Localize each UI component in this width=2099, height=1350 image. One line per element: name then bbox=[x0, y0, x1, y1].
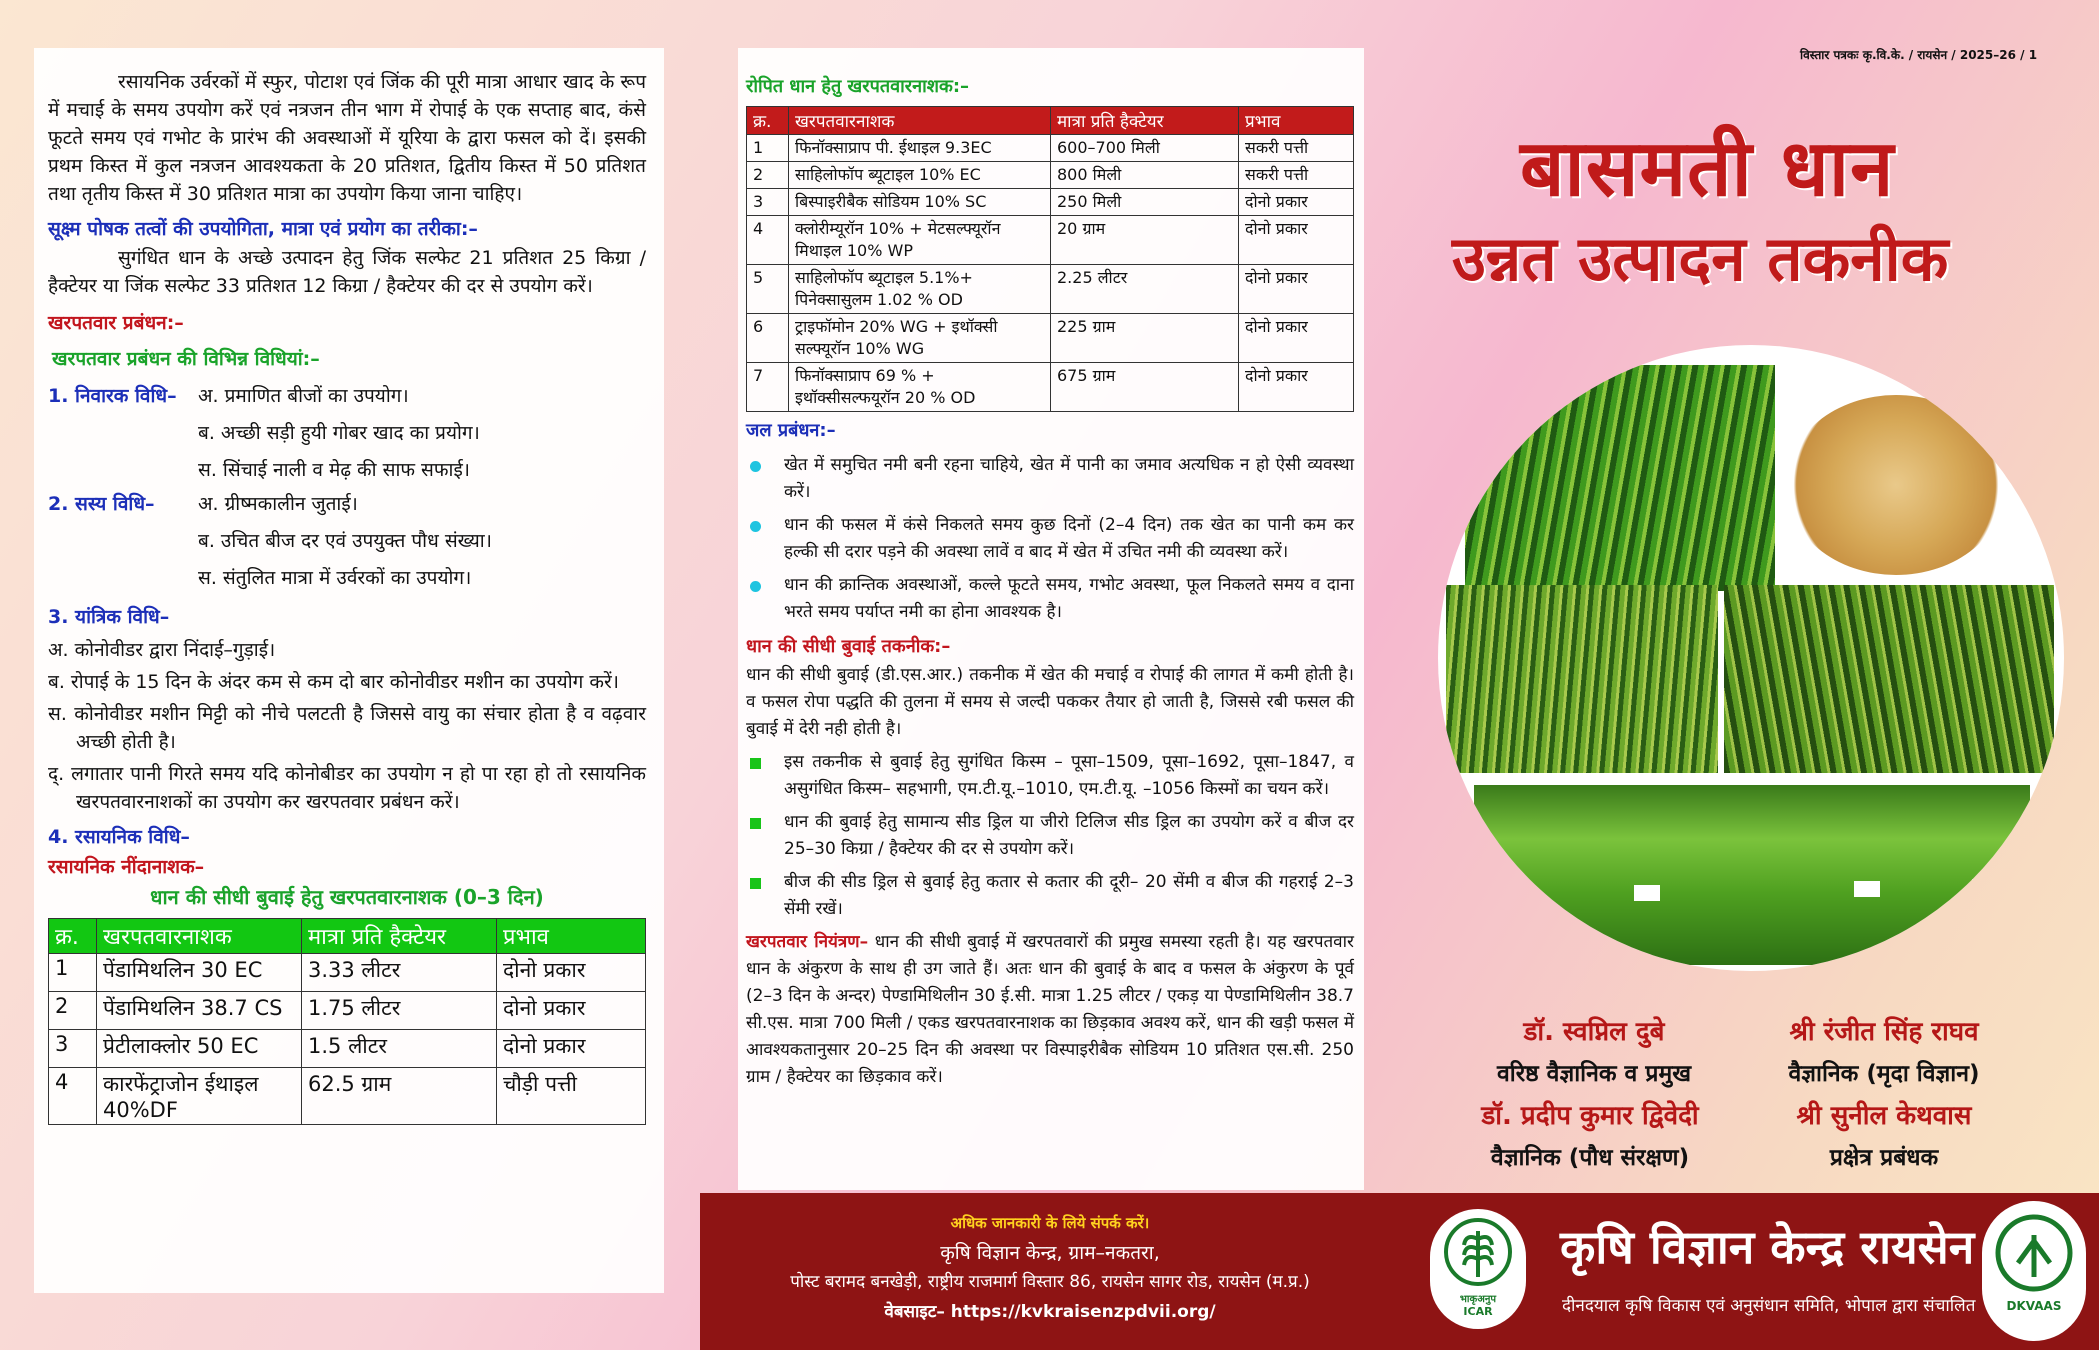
method-3-item: द्. लगातार पानी गिरते समय यदि कोनोबीडर का उपयोग न हो पा रहा हो तो रसायनिक खरपतवारनाशकों का उपयोग कर खरपतवार प्रबंधन करें। bbox=[48, 763, 646, 813]
col-dose: मात्रा प्रति हैक्टेयर bbox=[302, 919, 497, 954]
table-row bbox=[49, 954, 646, 992]
micro-nutrient-text: सुगंधित धान के अच्छे उत्पादन हेतु जिंक सल्फेट 21 प्रतिशत 25 किग्रा / हैक्टेयर या जिंक सल्फेट 33 प्रतिशत 12 किग्रा / हैक्टेयर की दर से उपयोग करें। bbox=[48, 247, 646, 297]
left-panel bbox=[34, 48, 664, 1293]
address-line-1: कृषि विज्ञान केन्द्र, ग्राम–नकतरा, bbox=[940, 1242, 1160, 1264]
cell: बिस्पाइरीबैक सोडियम 10% SC bbox=[789, 189, 1051, 216]
wheat-icon bbox=[1443, 1217, 1513, 1287]
bullet-icon bbox=[750, 461, 761, 472]
cell: 6 bbox=[747, 314, 789, 363]
method-2-item: ब. उचित बीज दर एवं उपयुक्त पौध संख्या। bbox=[198, 530, 492, 552]
dsr-herbicide-table bbox=[48, 918, 646, 1125]
dsr-herbicide-heading: धान की सीधी बुवाई हेतु खरपतवारनाशक (0–3 दिन) bbox=[150, 885, 544, 909]
micro-nutrient-heading: सूक्ष्म पोषक तत्वों की उपयोगिता, मात्रा एवं प्रयोग का तरीका:– bbox=[48, 218, 478, 240]
col-serial: क्र. bbox=[747, 107, 789, 135]
method-2-item: स. संतुलित मात्रा में उर्वरकों का उपयोग। bbox=[198, 567, 472, 589]
cell: दोनो प्रकार bbox=[1239, 265, 1354, 314]
cell: सकरी पत्ती bbox=[1239, 135, 1354, 162]
field-marker-board bbox=[1634, 885, 1660, 901]
method-1 bbox=[48, 382, 646, 484]
weed-control-label: खरपतवार नियंत्रण– bbox=[746, 932, 869, 952]
cell: 800 मिली bbox=[1051, 162, 1239, 189]
cell: प्रेटीलाक्लोर 50 EC bbox=[97, 1030, 302, 1068]
method-1-item: ब. अच्छी सड़ी हुयी गोबर खाद का प्रयोग। bbox=[198, 422, 480, 444]
table-row bbox=[747, 314, 1354, 363]
table-row bbox=[49, 1030, 646, 1068]
cell: 2 bbox=[747, 162, 789, 189]
table-row bbox=[747, 162, 1354, 189]
col-effect: प्रभाव bbox=[497, 919, 646, 954]
method-2 bbox=[48, 490, 646, 592]
sprout-icon bbox=[1992, 1211, 2076, 1295]
method-1-label: 1. निवारक विधि– bbox=[48, 385, 177, 407]
transplanted-herbicide-heading: रोपित धान हेतु खरपतवारनाशक:– bbox=[746, 76, 970, 97]
cell: क्लोरीम्यूरॉन 10% + मेटसल्फ्यूरॉन मिथाइल 10% WP bbox=[789, 216, 1051, 265]
list-item-text: बीज की सीड ड्रिल से बुवाई हेतु कतार से कतार की दूरी– 20 सेंमी व बीज की गहराई 2–3 सेंमी रखें। bbox=[784, 872, 1354, 919]
table-row bbox=[747, 265, 1354, 314]
cell: 4 bbox=[49, 1068, 97, 1125]
basmati-grain-photo bbox=[1786, 395, 2006, 575]
method-4-label: 4. रसायनिक विधि– bbox=[48, 826, 190, 848]
weed-control-text: धान की सीधी बुवाई में खरपतवारों की प्रमुख समस्या रहती है। यह खरपतवार धान के अंकुरण के साथ ही उग जाते हैं। अतः धान की बुवाई के बाद व फसल के अंकुरण के पूर्व (2–3 दिन के अन्दर) पेण्डामिथिलीन 30 ई.सी. मात्रा 1.25 लीटर / एकड़ या पेण्डामिथिलीन 38.7 सी.एस. मात्रा 700 मिली / एकड खरपतवारनाशक का छिड़काव अवश्य करें, धान की खड़ी फसल में आवश्यकतानुसार 20–25 दिन की अवस्था पर विस्पाइरीबैक सोडियम 10 प्रतिशत एस.सी. 250 ग्राम / हैक्टेयर का छिड़काव करें। bbox=[746, 932, 1354, 1087]
cell: 1 bbox=[49, 954, 97, 992]
method-3-label: 3. यांत्रिक विधि– bbox=[48, 606, 170, 628]
title-line-2: उन्नत उत्पादन तकनीक bbox=[1452, 222, 1949, 295]
dkvaas-logo bbox=[1982, 1201, 2086, 1341]
col-dose: मात्रा प्रति हैक्टेयर bbox=[1051, 107, 1239, 135]
bullet-icon bbox=[750, 878, 761, 889]
table-row bbox=[747, 189, 1354, 216]
cell: 3 bbox=[747, 189, 789, 216]
reference-number: विस्तार पत्रकः कृ.वि.के. / रायसेन / 2025–26 / 1 bbox=[1800, 48, 2038, 62]
table-row bbox=[49, 1068, 646, 1125]
cell: पेंडामिथलिन 30 EC bbox=[97, 954, 302, 992]
paddy-field-rows-photo bbox=[1474, 785, 2030, 965]
col-serial: क्र. bbox=[49, 919, 97, 954]
list-item-text: धान की बुवाई हेतु सामान्य सीड ड्रिल या जीरो टिलिज सीड ड्रिल का उपयोग करें व बीज दर 25–30 किग्रा / हैक्टेयर की दर से उपयोग करें। bbox=[784, 812, 1354, 859]
list-item bbox=[746, 512, 1354, 566]
cell: पेंडामिथलिन 38.7 CS bbox=[97, 992, 302, 1030]
dsr-text: धान की सीधी बुवाई (डी.एस.आर.) तकनीक में खेत की मचाई व रोपाई की लागत में कमी होती है। व फसल रोपा पद्धति की तुलना में समय से जल्दी पककर तैयार हो जाती है, जिससे रबी फसल की बुवाई में देरी नही होती है। bbox=[746, 665, 1354, 739]
dsr-technique-heading: धान की सीधी बुवाई तकनीक:– bbox=[746, 636, 951, 657]
field-marker-board bbox=[1972, 879, 1998, 895]
cell: चौड़ी पत्ती bbox=[497, 1068, 646, 1125]
cell: 2.25 लीटर bbox=[1051, 265, 1239, 314]
title-line-1: बासमती धान bbox=[1520, 124, 1895, 214]
cell: दोनो प्रकार bbox=[1239, 216, 1354, 265]
cell: 675 ग्राम bbox=[1051, 363, 1239, 412]
author-role: प्रक्षेत्र प्रबंधक bbox=[1829, 1145, 1939, 1171]
cell: 62.5 ग्राम bbox=[302, 1068, 497, 1125]
list-item bbox=[746, 452, 1354, 506]
method-3-item: ब. रोपाई के 15 दिन के अंदर कम से कम दो बार कोनोवीडर मशीन का उपयोग करें। bbox=[48, 671, 619, 693]
list-item bbox=[746, 809, 1354, 863]
cell: 5 bbox=[747, 265, 789, 314]
cell: दोनो प्रकार bbox=[497, 992, 646, 1030]
cell: 2 bbox=[49, 992, 97, 1030]
cell: फिनॉक्साप्राप 69 % + इथॉक्सीसल्फयूरॉन 20 % OD bbox=[789, 363, 1051, 412]
table-row bbox=[49, 992, 646, 1030]
cell: सकरी पत्ती bbox=[1239, 162, 1354, 189]
cell: 1.5 लीटर bbox=[302, 1030, 497, 1068]
table-header bbox=[747, 107, 1354, 135]
method-1-item: अ. प्रमाणित बीजों का उपयोग। bbox=[198, 385, 409, 407]
list-item bbox=[746, 749, 1354, 803]
table-row bbox=[747, 216, 1354, 265]
method-3-item: अ. कोनोवीडर द्वारा निंदाई–गुड़ाई। bbox=[48, 639, 276, 661]
field-marker-board bbox=[1854, 881, 1880, 897]
fertilizer-paragraph: रसायनिक उर्वरकों में स्फुर, पोटाश एवं जिंक की पूरी मात्रा आधार खाद के रूप में मचाई के समय उपयोग करें एवं नत्रजन तीन भाग में रोपाई के एक सप्ताह बाद, कंसे फूटते समय एवं गभोट के प्रारंभ की अवस्थाओं में यूरिया के द्वारा फसल को दें। इसकी प्रथम किस्त में कुल नत्रजन आवश्यकता के 20 प्रतिशत, द्वितीय किस्त में 50 प्रतिशत तथा तृतीय किस्त में 30 प्रतिशत मात्रा का उपयोग किया जाना चाहिए। bbox=[48, 71, 646, 205]
col-herbicide: खरपतवारनाशक bbox=[97, 919, 302, 954]
col-effect: प्रभाव bbox=[1239, 107, 1354, 135]
author-name: श्री रंजीत सिंह राघव bbox=[1789, 1017, 1979, 1047]
author-3 bbox=[1440, 1096, 1740, 1172]
cell: 250 मिली bbox=[1051, 189, 1239, 216]
author-name: डॉ. प्रदीप कुमार द्विवेदी bbox=[1481, 1101, 1699, 1131]
contact-label: अधिक जानकारी के लिये संपर्क करें। bbox=[950, 1214, 1150, 1232]
icar-label: ICAR bbox=[1463, 1305, 1493, 1318]
cell: दोनो प्रकार bbox=[1239, 314, 1354, 363]
cell: 20 ग्राम bbox=[1051, 216, 1239, 265]
cell: 1.75 लीटर bbox=[302, 992, 497, 1030]
paddy-field-photo-2 bbox=[1724, 585, 2054, 773]
cell: 3.33 लीटर bbox=[302, 954, 497, 992]
organization-name: कृषि विज्ञान केन्द्र रायसेन bbox=[1560, 1220, 1975, 1274]
author-4 bbox=[1744, 1096, 2024, 1172]
table-row bbox=[747, 363, 1354, 412]
footer-bar bbox=[700, 1193, 2099, 1350]
water-management-heading: जल प्रबंधन:– bbox=[746, 420, 836, 441]
cell: 3 bbox=[49, 1030, 97, 1068]
paddy-panicle-photo bbox=[1465, 365, 1775, 591]
col-herbicide: खरपतवारनाशक bbox=[789, 107, 1051, 135]
author-name: श्री सुनील केथवास bbox=[1796, 1101, 1972, 1131]
bullet-icon bbox=[750, 818, 761, 829]
method-1-item: स. सिंचाई नाली व मेढ़ की साफ सफाई। bbox=[198, 459, 471, 481]
cell: साहिलोफॉप ब्यूटाइल 10% EC bbox=[789, 162, 1051, 189]
cell: दोनो प्रकार bbox=[497, 954, 646, 992]
dkvaas-label: DKVAAS bbox=[2006, 1299, 2062, 1313]
cell: दोनो प्रकार bbox=[497, 1030, 646, 1068]
list-item-text: इस तकनीक से बुवाई हेतु सुगंधित किस्म – पूसा–1509, पूसा–1692, पूसा–1847, व असुगंधित किस्म– सहभागी, एम.टी.यू.–1010, एम.टी.यू. –1056 किस्मों का चयन करें। bbox=[784, 752, 1354, 799]
paddy-field-photo-1 bbox=[1446, 585, 1718, 773]
cell: ट्राइफॉमोन 20% WG + इथॉक्सी सल्फ्यूरॉन 10% WG bbox=[789, 314, 1051, 363]
transplanted-herbicide-table bbox=[746, 106, 1354, 412]
list-item bbox=[746, 572, 1354, 626]
cell: साहिलोफॉप ब्यूटाइल 5.1%+ पिनेक्सासुलम 1.02 % OD bbox=[789, 265, 1051, 314]
weed-control-paragraph bbox=[746, 929, 1354, 1091]
bullet-icon bbox=[750, 581, 761, 592]
weed-management-heading: खरपतवार प्रबंधन:– bbox=[48, 312, 184, 334]
cell: दोनो प्रकार bbox=[1239, 363, 1354, 412]
cell: कारफेंट्राजोन ईथाइल 40%DF bbox=[97, 1068, 302, 1125]
weed-methods-subheading: खरपतवार प्रबंधन की विभिन्न विधियां:– bbox=[52, 348, 320, 370]
list-item-text: धान की फसल में कंसे निकलते समय कुछ दिनों (2–4 दिन) तक खेत का पानी कम कर हल्की सी दरार पड़ने की अवस्था लावें व बाद में खेत में उचित नमी की व्यवस्था करें। bbox=[784, 515, 1354, 562]
cell: दोनो प्रकार bbox=[1239, 189, 1354, 216]
address-line-2: पोस्ट बरामद बनखेड़ी, राष्ट्रीय राजमार्ग विस्तार 86, रायसेन सागर रोड, रायसेन (म.प्र.) bbox=[790, 1272, 1310, 1292]
author-role: वैज्ञानिक (मृदा विज्ञान) bbox=[1788, 1061, 1980, 1087]
icar-hindi-label: भाकृअनुप bbox=[1459, 1294, 1497, 1305]
middle-panel bbox=[738, 48, 1364, 1190]
author-2 bbox=[1744, 1012, 2024, 1088]
organization-subtitle: दीनदयाल कृषि विकास एवं अनुसंधान समिति, भोपाल द्वारा संचालित bbox=[1562, 1296, 1976, 1316]
photo-collage bbox=[1438, 345, 2064, 971]
herbicide-heading: रसायनिक नींदानाशक– bbox=[48, 856, 205, 878]
method-2-item: अ. ग्रीष्मकालीन जुताई। bbox=[198, 493, 358, 515]
author-name: डॉ. स्वप्निल दुबे bbox=[1523, 1017, 1665, 1047]
cell: 7 bbox=[747, 363, 789, 412]
cell: फिनॉक्साप्राप पी. ईथाइल 9.3EC bbox=[789, 135, 1051, 162]
cell: 225 ग्राम bbox=[1051, 314, 1239, 363]
bullet-icon bbox=[750, 758, 761, 769]
bullet-icon bbox=[750, 521, 761, 532]
method-3-item: स. कोनोवीडर मशीन मिट्टी को नीचे पलटती है जिससे वायु का संचार होता है व वढ़वार अच्छी होती है। bbox=[48, 703, 646, 753]
method-2-label: 2. सस्य विधि– bbox=[48, 493, 155, 515]
author-role: वरिष्ठ वैज्ञानिक व प्रमुख bbox=[1496, 1061, 1692, 1087]
table-header bbox=[49, 919, 646, 954]
list-item-text: खेत में समुचित नमी बनी रहना चाहिये, खेत में पानी का जमाव अत्यधिक न हो ऐसी व्यवस्था करें। bbox=[784, 455, 1354, 502]
author-1 bbox=[1454, 1012, 1734, 1088]
cell: 4 bbox=[747, 216, 789, 265]
icar-logo bbox=[1430, 1209, 1526, 1329]
list-item-text: धान की क्रान्तिक अवस्थाओं, कल्ले फूटते समय, गभोट अवस्था, फूल निकलते समय व दाना भरते समय पर्याप्त नमी का होना आवश्यक है। bbox=[784, 575, 1354, 622]
cell: 600–700 मिली bbox=[1051, 135, 1239, 162]
website-link[interactable]: वेबसाइट– https://kvkraisenzpdvii.org/ bbox=[884, 1302, 1216, 1322]
author-role: वैज्ञानिक (पौध संरक्षण) bbox=[1490, 1145, 1690, 1171]
cell: 1 bbox=[747, 135, 789, 162]
table-row bbox=[747, 135, 1354, 162]
list-item bbox=[746, 869, 1354, 923]
